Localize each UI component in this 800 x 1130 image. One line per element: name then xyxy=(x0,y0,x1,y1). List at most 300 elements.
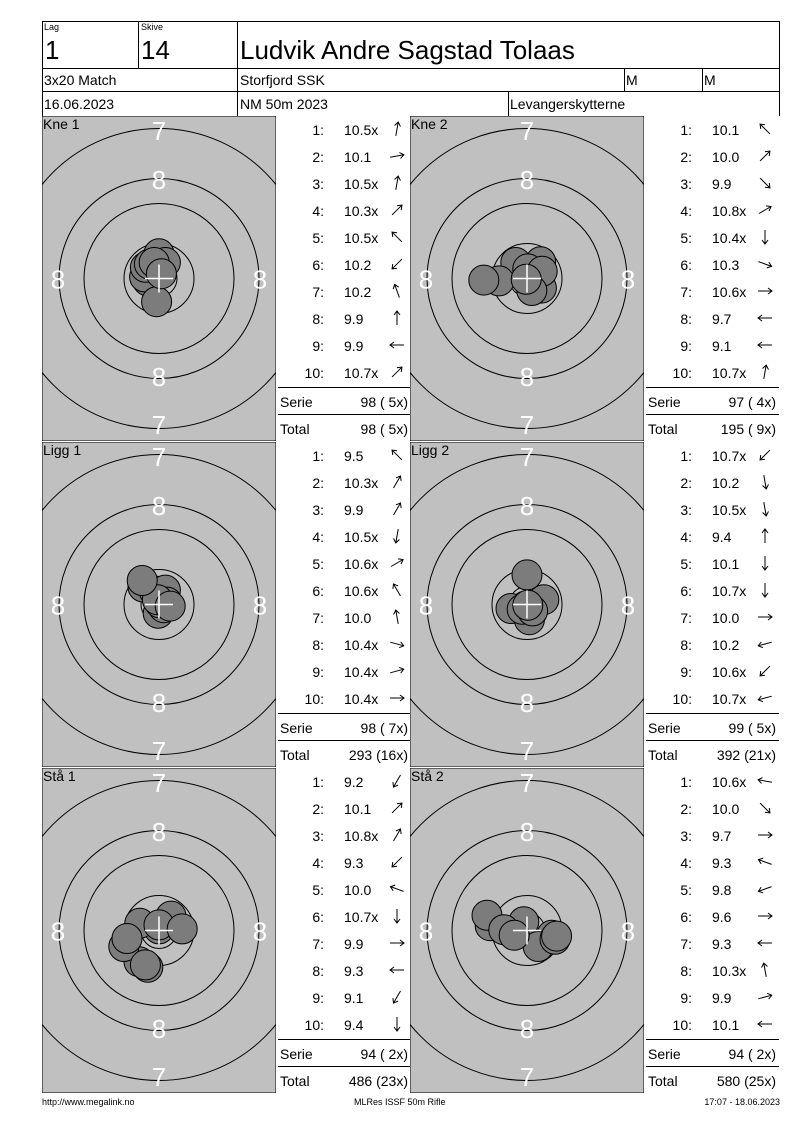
shot-number: 9: xyxy=(680,990,692,1006)
shot-value: 10.1 xyxy=(712,1017,740,1033)
shot-number: 9: xyxy=(680,664,692,680)
direction-arrow-icon xyxy=(756,229,774,245)
ring-label: 8 xyxy=(50,590,66,621)
ring-label: 7 xyxy=(519,116,535,146)
shot-row xyxy=(278,984,410,1011)
shot-value: 10.4x xyxy=(712,230,747,246)
shot-value: 10.5x xyxy=(344,230,379,246)
lag-label: Lag xyxy=(44,22,60,32)
ring-label: 7 xyxy=(519,1062,535,1092)
shot-row xyxy=(646,795,778,822)
total-label: Total xyxy=(280,421,310,437)
organizer-text: Levangerskytterne xyxy=(510,96,626,112)
direction-arrow-icon xyxy=(388,283,406,299)
shot-number: 1: xyxy=(680,774,692,790)
total-label: Total xyxy=(648,1073,678,1089)
direction-arrow-icon xyxy=(388,663,406,679)
shot-number: 5: xyxy=(312,230,324,246)
total-label: Total xyxy=(648,747,678,763)
shot-value: 9.9 xyxy=(344,311,364,327)
shot-hole xyxy=(146,259,176,289)
shot-number: 7: xyxy=(680,284,692,300)
direction-arrow-icon xyxy=(388,935,406,951)
shot-value: 10.1 xyxy=(712,122,740,138)
shot-row xyxy=(646,768,778,795)
shot-value: 10.6x xyxy=(712,774,747,790)
shot-value: 10.0 xyxy=(712,801,740,817)
shot-hole xyxy=(112,924,142,954)
ring-label: 7 xyxy=(519,442,535,472)
shot-value: 10.3x xyxy=(344,475,379,491)
shot-value: 9.7 xyxy=(712,311,732,327)
direction-arrow-icon xyxy=(388,202,406,218)
shot-row xyxy=(278,876,410,903)
footer-software: MLRes ISSF 50m Rifle xyxy=(354,1097,446,1107)
series-label: Kne 2 xyxy=(411,116,448,132)
shot-number: 5: xyxy=(312,556,324,572)
ring-label: 8 xyxy=(620,590,636,621)
direction-arrow-icon xyxy=(756,1016,774,1032)
direction-arrow-icon xyxy=(388,636,406,652)
club-text: Storfjord SSK xyxy=(240,72,325,88)
direction-arrow-icon xyxy=(388,256,406,272)
serie-value: 94 ( 2x) xyxy=(360,1046,408,1062)
ring-label: 7 xyxy=(151,410,167,440)
ring-label: 8 xyxy=(151,165,167,195)
shot-row xyxy=(278,278,410,305)
series-label: Ligg 1 xyxy=(43,442,82,458)
direction-arrow-icon xyxy=(388,989,406,1005)
shot-number: 4: xyxy=(312,529,324,545)
shot-row xyxy=(278,469,410,496)
shot-number: 5: xyxy=(312,882,324,898)
shot-value: 10.1 xyxy=(344,149,372,165)
shot-row xyxy=(646,251,778,278)
shot-row xyxy=(278,577,410,604)
ring-label: 8 xyxy=(151,817,167,847)
shot-number: 6: xyxy=(312,257,324,273)
direction-arrow-icon xyxy=(388,528,406,544)
shot-value: 10.1 xyxy=(712,556,740,572)
shot-value: 10.2 xyxy=(712,637,740,653)
target-face xyxy=(410,768,644,1093)
shot-number: 3: xyxy=(680,828,692,844)
direction-arrow-icon xyxy=(388,501,406,517)
direction-arrow-icon xyxy=(756,337,774,353)
date-text: 16.06.2023 xyxy=(44,96,115,112)
shot-row xyxy=(278,523,410,550)
shot-number: 1: xyxy=(312,448,324,464)
serie-row xyxy=(646,1040,778,1066)
shot-value: 9.9 xyxy=(344,936,364,952)
direction-arrow-icon xyxy=(388,582,406,598)
shot-row xyxy=(646,359,778,386)
shot-row xyxy=(646,523,778,550)
shot-row xyxy=(278,685,410,712)
direction-arrow-icon xyxy=(756,148,774,164)
shot-number: 1: xyxy=(312,122,324,138)
shot-number: 4: xyxy=(312,203,324,219)
shot-row xyxy=(646,631,778,658)
shot-row xyxy=(278,116,410,143)
shot-row xyxy=(278,550,410,577)
total-label: Total xyxy=(280,747,310,763)
shot-row xyxy=(646,305,778,332)
serie-value: 98 ( 5x) xyxy=(360,394,408,410)
shot-value: 10.4x xyxy=(344,691,379,707)
shot-row xyxy=(278,1011,410,1038)
shot-row xyxy=(278,822,410,849)
shot-row xyxy=(646,278,778,305)
ring-label: 8 xyxy=(151,1014,167,1044)
shot-number: 6: xyxy=(312,909,324,925)
shot-value: 10.7x xyxy=(344,909,379,925)
ring-label: 8 xyxy=(418,264,434,295)
shot-value: 10.8x xyxy=(712,203,747,219)
serie-value: 99 ( 5x) xyxy=(728,720,776,736)
shot-value: 10.7x xyxy=(712,691,747,707)
direction-arrow-icon xyxy=(388,337,406,353)
direction-arrow-icon xyxy=(388,690,406,706)
ring-label: 8 xyxy=(418,916,434,947)
shot-number: 2: xyxy=(312,149,324,165)
ring-label: 7 xyxy=(151,442,167,472)
shot-number: 10: xyxy=(304,1017,324,1033)
ring-label: 8 xyxy=(519,817,535,847)
shot-row xyxy=(646,197,778,224)
shot-hole xyxy=(130,950,160,980)
shot-number: 1: xyxy=(680,122,692,138)
shot-hole xyxy=(499,920,529,950)
shot-value: 10.1 xyxy=(344,801,372,817)
shot-number: 3: xyxy=(680,502,692,518)
shot-value: 9.5 xyxy=(344,448,364,464)
shot-number: 8: xyxy=(312,311,324,327)
direction-arrow-icon xyxy=(756,501,774,517)
shot-value: 10.6x xyxy=(712,664,747,680)
direction-arrow-icon xyxy=(388,773,406,789)
shot-hole xyxy=(513,590,543,620)
shot-number: 6: xyxy=(312,583,324,599)
shot-number: 4: xyxy=(680,855,692,871)
shot-row xyxy=(278,496,410,523)
serie-row xyxy=(278,388,410,414)
direction-arrow-icon xyxy=(756,854,774,870)
ring-label: 8 xyxy=(519,688,535,718)
direction-arrow-icon xyxy=(388,121,406,137)
ring-label: 8 xyxy=(50,916,66,947)
shot-number: 1: xyxy=(680,448,692,464)
shot-number: 9: xyxy=(312,338,324,354)
ring-label: 7 xyxy=(151,1062,167,1092)
scorecard-header xyxy=(42,21,780,116)
serie-label: Serie xyxy=(648,1046,681,1062)
shot-number: 4: xyxy=(680,529,692,545)
skive-label: Skive xyxy=(141,22,164,32)
shot-number: 10: xyxy=(672,365,692,381)
skive-value: 14 xyxy=(141,35,170,65)
shot-value: 10.0 xyxy=(712,149,740,165)
direction-arrow-icon xyxy=(388,1016,406,1032)
shot-number: 7: xyxy=(680,936,692,952)
shot-number: 9: xyxy=(680,338,692,354)
shot-row xyxy=(646,116,778,143)
shot-row xyxy=(278,143,410,170)
shot-value: 9.3 xyxy=(712,855,732,871)
shot-number: 2: xyxy=(680,801,692,817)
shot-value: 9.4 xyxy=(712,529,732,545)
shot-value: 10.7x xyxy=(712,583,747,599)
shot-value: 10.2 xyxy=(344,257,372,273)
shot-number: 5: xyxy=(680,230,692,246)
serie-row xyxy=(646,388,778,414)
direction-arrow-icon xyxy=(756,636,774,652)
shot-number: 3: xyxy=(312,502,324,518)
ring-label: 8 xyxy=(252,264,268,295)
shot-value: 10.4x xyxy=(344,664,379,680)
shot-hole xyxy=(469,265,499,295)
total-row xyxy=(646,1067,778,1093)
shot-row xyxy=(646,930,778,957)
shot-number: 8: xyxy=(312,637,324,653)
total-row xyxy=(646,415,778,441)
serie-label: Serie xyxy=(648,394,681,410)
shot-number: 8: xyxy=(680,311,692,327)
direction-arrow-icon xyxy=(388,800,406,816)
shot-row xyxy=(646,442,778,469)
ring-label: 8 xyxy=(519,1014,535,1044)
shot-row xyxy=(278,332,410,359)
shot-number: 6: xyxy=(680,909,692,925)
direction-arrow-icon xyxy=(756,364,774,380)
shot-value: 10.6x xyxy=(712,284,747,300)
direction-arrow-icon xyxy=(388,148,406,164)
shot-row xyxy=(278,849,410,876)
direction-arrow-icon xyxy=(756,663,774,679)
ring-label: 7 xyxy=(519,768,535,798)
direction-arrow-icon xyxy=(756,773,774,789)
direction-arrow-icon xyxy=(756,935,774,951)
ring-label: 8 xyxy=(519,491,535,521)
direction-arrow-icon xyxy=(388,175,406,191)
total-row xyxy=(278,741,410,767)
shot-row xyxy=(278,442,410,469)
direction-arrow-icon xyxy=(756,609,774,625)
shot-row xyxy=(278,768,410,795)
shot-list xyxy=(278,116,411,441)
shot-row xyxy=(646,550,778,577)
shot-hole xyxy=(142,287,172,317)
shot-number: 2: xyxy=(312,801,324,817)
shot-hole xyxy=(512,560,542,590)
shot-row xyxy=(278,903,410,930)
serie-value: 94 ( 2x) xyxy=(728,1046,776,1062)
shot-row xyxy=(646,658,778,685)
shot-row xyxy=(646,143,778,170)
shooter-name: Ludvik Andre Sagstad Tolaas xyxy=(240,35,575,65)
shot-row xyxy=(278,251,410,278)
lag-value: 1 xyxy=(45,35,60,65)
direction-arrow-icon xyxy=(388,827,406,843)
shot-number: 10: xyxy=(304,691,324,707)
shot-value: 9.2 xyxy=(344,774,364,790)
direction-arrow-icon xyxy=(388,555,406,571)
shot-value: 9.7 xyxy=(712,828,732,844)
shot-value: 10.2 xyxy=(344,284,372,300)
footer-url: http://www.megalink.no xyxy=(42,1097,135,1107)
shot-row xyxy=(646,984,778,1011)
ring-label: 7 xyxy=(519,736,535,766)
shot-number: 1: xyxy=(312,774,324,790)
shot-row xyxy=(646,332,778,359)
shot-number: 4: xyxy=(680,203,692,219)
serie-row xyxy=(278,714,410,740)
shot-value: 10.7x xyxy=(712,365,747,381)
direction-arrow-icon xyxy=(388,609,406,625)
shot-hole xyxy=(167,914,197,944)
direction-arrow-icon xyxy=(388,881,406,897)
shot-row xyxy=(646,685,778,712)
shot-row xyxy=(646,224,778,251)
ring-label: 8 xyxy=(252,916,268,947)
shot-number: 9: xyxy=(312,990,324,1006)
direction-arrow-icon xyxy=(756,690,774,706)
shot-row xyxy=(646,957,778,984)
shot-row xyxy=(646,170,778,197)
direction-arrow-icon xyxy=(756,908,774,924)
shot-row xyxy=(278,795,410,822)
ring-label: 7 xyxy=(151,116,167,146)
ring-label: 8 xyxy=(151,362,167,392)
shot-number: 3: xyxy=(680,176,692,192)
shot-row xyxy=(646,469,778,496)
shot-value: 10.2 xyxy=(712,475,740,491)
shot-value: 9.4 xyxy=(344,1017,364,1033)
shot-list xyxy=(646,768,779,1093)
shot-number: 6: xyxy=(680,257,692,273)
serie-value: 98 ( 7x) xyxy=(360,720,408,736)
direction-arrow-icon xyxy=(388,908,406,924)
shot-number: 8: xyxy=(680,963,692,979)
shot-list xyxy=(278,768,411,1093)
total-row xyxy=(278,415,410,441)
shot-number: 2: xyxy=(680,149,692,165)
shot-value: 10.3x xyxy=(344,203,379,219)
direction-arrow-icon xyxy=(388,474,406,490)
shot-row xyxy=(646,604,778,631)
direction-arrow-icon xyxy=(756,310,774,326)
direction-arrow-icon xyxy=(388,962,406,978)
serie-value: 97 ( 4x) xyxy=(728,394,776,410)
shot-row xyxy=(646,822,778,849)
ring-label: 8 xyxy=(252,590,268,621)
total-value: 580 (25x) xyxy=(716,1073,776,1089)
series-label: Stå 2 xyxy=(411,768,444,784)
shot-row xyxy=(646,496,778,523)
shot-value: 9.9 xyxy=(712,990,732,1006)
shot-value: 10.8x xyxy=(344,828,379,844)
direction-arrow-icon xyxy=(756,474,774,490)
shot-list xyxy=(646,442,779,767)
shot-row xyxy=(646,1011,778,1038)
shot-number: 8: xyxy=(680,637,692,653)
series-label: Kne 1 xyxy=(43,116,80,132)
serie-label: Serie xyxy=(280,1046,313,1062)
shot-value: 9.3 xyxy=(712,936,732,952)
direction-arrow-icon xyxy=(756,283,774,299)
shot-number: 10: xyxy=(304,365,324,381)
ring-label: 8 xyxy=(50,264,66,295)
competition-text: NM 50m 2023 xyxy=(240,96,328,112)
direction-arrow-icon xyxy=(756,582,774,598)
ring-label: 7 xyxy=(519,410,535,440)
direction-arrow-icon xyxy=(756,256,774,272)
target-face xyxy=(42,116,276,441)
shot-value: 9.9 xyxy=(344,338,364,354)
target-face xyxy=(42,442,276,767)
direction-arrow-icon xyxy=(388,310,406,326)
shot-row xyxy=(278,224,410,251)
program-text: 3x20 Match xyxy=(44,72,117,88)
total-row xyxy=(278,1067,410,1093)
direction-arrow-icon xyxy=(756,121,774,137)
series-label: Ligg 2 xyxy=(411,442,450,458)
shot-hole xyxy=(542,921,572,951)
shot-number: 7: xyxy=(312,936,324,952)
class-text-1: M xyxy=(626,72,638,88)
shot-number: 7: xyxy=(312,610,324,626)
shot-value: 10.0 xyxy=(344,882,372,898)
shot-number: 10: xyxy=(672,691,692,707)
shot-number: 2: xyxy=(312,475,324,491)
ring-label: 8 xyxy=(620,916,636,947)
total-value: 293 (16x) xyxy=(348,747,408,763)
ring-label: 8 xyxy=(519,362,535,392)
ring-label: 7 xyxy=(151,736,167,766)
shot-value: 10.0 xyxy=(712,610,740,626)
shot-value: 10.5x xyxy=(712,502,747,518)
target-face xyxy=(410,442,644,767)
shot-value: 9.6 xyxy=(712,909,732,925)
ring-label: 8 xyxy=(519,165,535,195)
direction-arrow-icon xyxy=(756,827,774,843)
footer-timestamp: 17:07 - 18.06.2023 xyxy=(704,1097,780,1107)
shot-row xyxy=(646,903,778,930)
shot-value: 10.6x xyxy=(344,556,379,572)
total-row xyxy=(646,741,778,767)
shot-value: 9.8 xyxy=(712,882,732,898)
serie-label: Serie xyxy=(280,394,313,410)
shot-value: 9.3 xyxy=(344,855,364,871)
serie-row xyxy=(646,714,778,740)
shot-number: 9: xyxy=(312,664,324,680)
shot-value: 10.7x xyxy=(344,365,379,381)
target-face xyxy=(410,116,644,441)
direction-arrow-icon xyxy=(756,881,774,897)
shot-value: 10.6x xyxy=(344,583,379,599)
direction-arrow-icon xyxy=(388,854,406,870)
shot-number: 8: xyxy=(312,963,324,979)
shot-list xyxy=(646,116,779,441)
serie-label: Serie xyxy=(648,720,681,736)
shot-row xyxy=(278,957,410,984)
total-label: Total xyxy=(280,1073,310,1089)
shot-number: 4: xyxy=(312,855,324,871)
serie-row xyxy=(278,1040,410,1066)
shot-value: 10.5x xyxy=(344,122,379,138)
direction-arrow-icon xyxy=(756,800,774,816)
ring-label: 8 xyxy=(418,590,434,621)
